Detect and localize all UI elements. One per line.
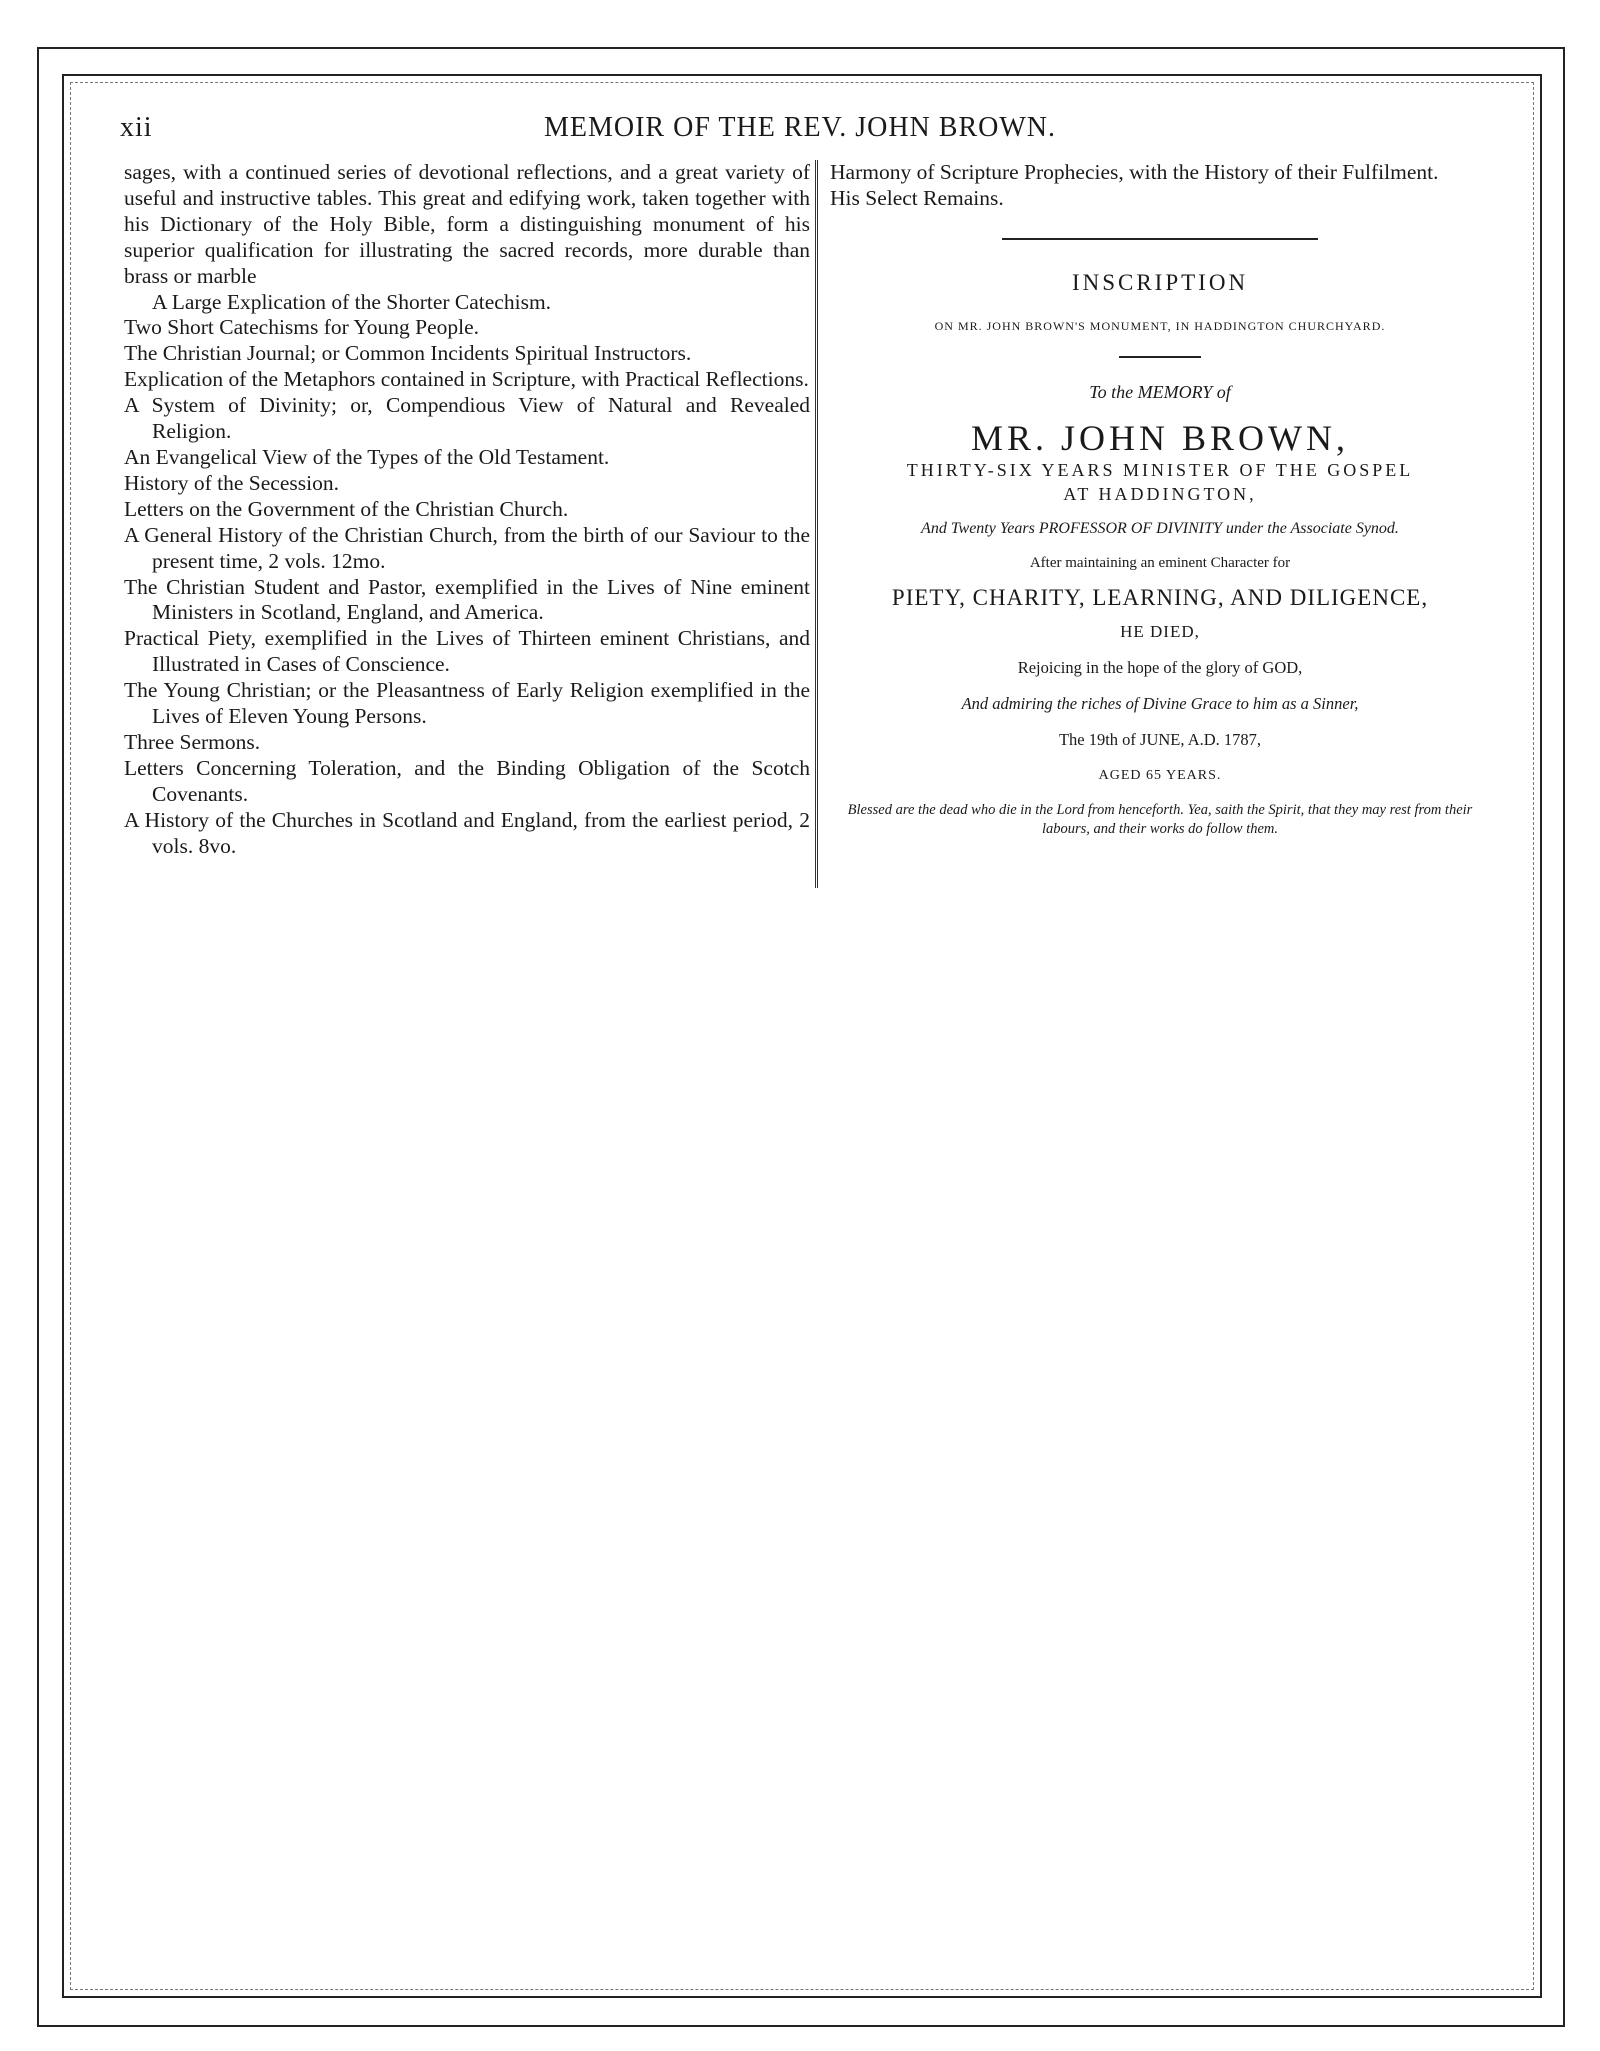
list-item: A General History of the Christian Church, from the birth of our Saviour to the present time, 2 vols. 12mo. — [124, 522, 810, 573]
inscription-name: MR. JOHN BROWN, — [970, 417, 1350, 458]
list-item: A History of the Churches in Scotland and England, from the earliest period, 2 vols. 8vo. — [124, 807, 810, 858]
list-item: Explication of the Metaphors contained in Scripture, with Practical Reflections. — [124, 367, 809, 392]
list-item: The Young Christian; or the Pleasantness of Early Religion exemplified in the Lives of Eleven Young Persons. — [124, 678, 810, 729]
virtues-line: PIETY, CHARITY, LEARNING, AND DILIGENCE, — [891, 585, 1429, 611]
list-item: Practical Piety, exemplified in the Lives of Thirteen eminent Christians, and Illustrated in Cases of Conscience. — [124, 626, 810, 677]
list-item: A Large Explication of the Shorter Catechism. — [152, 289, 552, 314]
date-line: The 19th of JUNE, A.D. 1787, — [1058, 729, 1262, 749]
list-item: The Christian Journal; or Common Incidents Spiritual Instructors. — [124, 341, 692, 366]
scripture-verse: Blessed are the dead who die in the Lord from henceforth. Yea, saith the Spirit, that they may rest from their labours, and their works do follow them. — [847, 801, 1473, 837]
list-item: Letters on the Government of the Christian Church. — [124, 496, 569, 521]
died-line: HE DIED, — [1120, 622, 1200, 642]
rejoicing-line: Rejoicing in the hope of the glory of GOD, — [1017, 658, 1303, 678]
inscription-title: INSCRIPTION — [1071, 269, 1249, 295]
list-item: Harmony of Scripture Prophecies, with the History of their Fulfilment. — [830, 160, 1439, 184]
list-item: A System of Divinity; or, Compendious View of Natural and Revealed Religion. — [124, 393, 810, 444]
right-column — [830, 160, 1490, 839]
character-line: After maintaining an eminent Character for — [1029, 555, 1291, 572]
list-item: Three Sermons. — [124, 729, 261, 754]
page-number: xii — [120, 112, 153, 143]
list-item: An Evangelical View of the Types of the Old Testament. — [124, 444, 610, 469]
aged-line: AGED 65 YEARS. — [1098, 767, 1222, 783]
ministry-line-1: THIRTY-SIX YEARS MINISTER OF THE GOSPEL — [906, 459, 1414, 480]
inscription-subtitle: ON MR. JOHN BROWN'S MONUMENT, IN HADDINGTON CHURCHYARD. — [934, 318, 1386, 333]
list-item: Two Short Catechisms for Young People. — [124, 315, 480, 340]
list-item: The Christian Student and Pastor, exemplified in the Lives of Nine eminent Ministers in Scotland, England, and America. — [124, 574, 810, 625]
list-item: His Select Remains. — [830, 185, 1004, 210]
column-divider — [815, 160, 818, 888]
memory-line: To the MEMORY of — [1089, 381, 1231, 402]
ministry-line-2: AT HADDINGTON, — [1063, 483, 1257, 504]
list-item: Letters Concerning Toleration, and the Binding Obligation of the Scotch Covenants. — [124, 755, 810, 806]
inscription-divider — [1119, 356, 1201, 358]
professor-line: And Twenty Years PROFESSOR OF DIVINITY under the Associate Synod. — [921, 519, 1399, 537]
section-divider — [1002, 238, 1318, 240]
list-item: sages, with a continued series of devotional reflections, and a great variety of useful and instructive tables. This great and edifying work, taken together with his Dictionary of the Holy Bible, form a distinguishing monument of his superior qualification for illustrating the sacred records, more durable than brass or marble — [124, 160, 810, 288]
left-column — [124, 160, 810, 859]
list-item: History of the Secession. — [124, 470, 339, 495]
running-head: MEMOIR OF THE REV. JOHN BROWN. — [543, 112, 1056, 143]
admiring-line: And admiring the riches of Divine Grace to him as a Sinner, — [961, 694, 1359, 714]
